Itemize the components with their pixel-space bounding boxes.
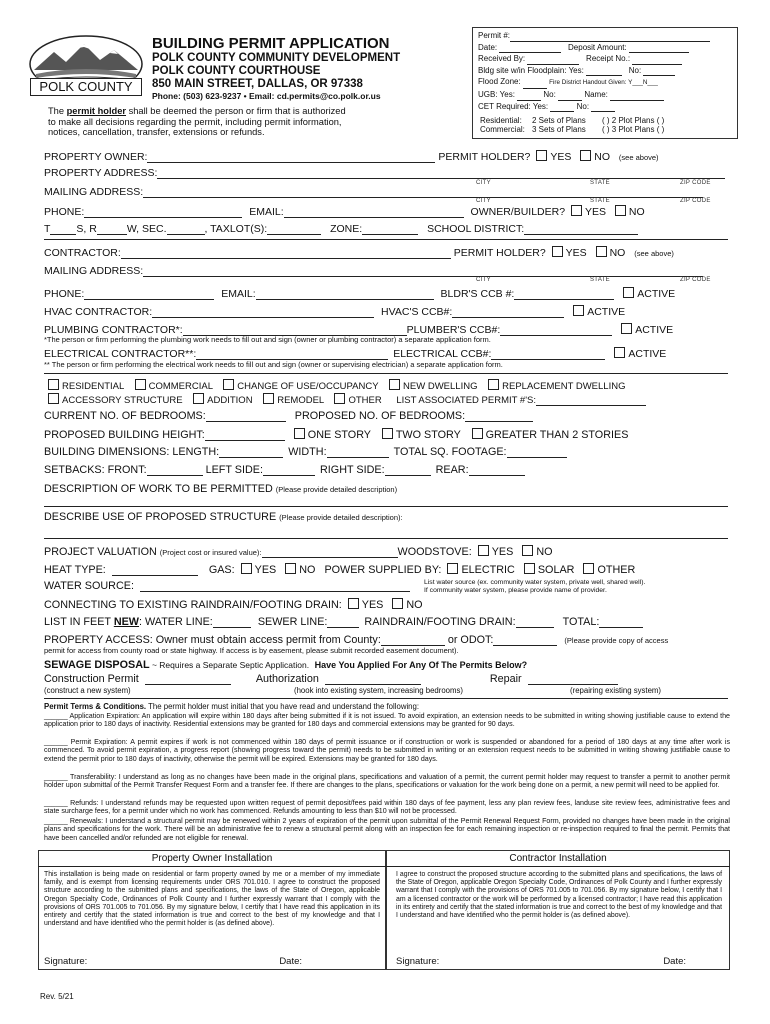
owner-phone-field[interactable] [84, 207, 242, 218]
valuation-row: PROJECT VALUATION (Project cost or insured value): WOODSTOVE: YES NO [44, 546, 553, 558]
contractor-mailing-field[interactable] [143, 266, 703, 277]
revision-label: Rev. 5/21 [40, 992, 74, 1001]
water-source-field[interactable] [140, 581, 410, 592]
owner-email-field[interactable] [284, 207, 464, 218]
permit-holder-intro: The permit holder shall be deemed the person or firm that is authorized to make all decisions regarding the permit, including permit information, notices, cancellation, transfer, extensions or refunds. [48, 106, 346, 137]
zone-field[interactable] [362, 224, 418, 235]
plumbing-note: *The person or firm performing the plumbing work needs to fill out and sign (owner or plumbing contractor) a separate application form. [44, 335, 491, 344]
office-address: 850 MAIN STREET, DALLAS, OR 97338 [152, 78, 363, 90]
ugb-yes-field[interactable] [517, 90, 541, 101]
plumbing-row: PLUMBING CONTRACTOR*: PLUMBER'S CCB#: ACTIVE [44, 324, 674, 336]
flood-zone-field[interactable] [523, 78, 547, 89]
legal-description-row: T S, R W, SEC. , TAXLOT(S): ZONE: SCHOOL DISTRICT: [44, 223, 638, 235]
setbacks-row: SETBACKS: FRONT: LEFT SIDE: RIGHT SIDE: REAR: [44, 464, 525, 476]
sewage-row: SEWAGE DISPOSAL ~ Requires a Separate Septic Application. Have You Applied For Any Of The Permits Below? [44, 659, 528, 671]
refunds-term: ______ Refunds: I understand refunds may be requested upon written request of permit deposit/fees paid within 180 days of fee payment, less any plan review fees, landuse site review fees, administrative fees and state surcharge fees, for a permit under which no work has commenced. Refunds amounting to less than $10 will not be processed. [44, 799, 730, 816]
setback-rear-field[interactable] [469, 465, 525, 476]
ugb-name-field[interactable] [610, 90, 664, 101]
bedrooms-row: CURRENT NO. OF BEDROOMS: PROPOSED NO. OF BEDROOMS: [44, 410, 533, 422]
describe-work-row: DESCRIPTION OF WORK TO BE PERMITTED (Please provide detailed description) [44, 483, 398, 495]
owner-signature-field[interactable] [87, 956, 237, 967]
solar-checkbox[interactable] [524, 563, 535, 574]
property-owner-row: PROPERTY OWNER: PERMIT HOLDER? YES NO (see above) [44, 151, 659, 163]
office-use-fields: Permit #: Date: Deposit Amount: Received By: Receipt No.: Bldg site w/in Floodplain: Yes: No: Flood Zone: Fire District Handout Given: Y___N___ UGB: Yes: No: Name: CET Required: Yes: No: [478, 30, 710, 112]
taxlot-field[interactable] [267, 224, 321, 235]
addition-checkbox[interactable] [193, 393, 204, 404]
date-field[interactable] [499, 42, 561, 53]
mailing-address-row: MAILING ADDRESS: [44, 186, 703, 198]
courthouse-name: POLK COUNTY COURTHOUSE [152, 65, 321, 77]
received-by-field[interactable] [527, 54, 579, 65]
transferability-term: ______ Transferability: I understand as long as no changes have been made in the original plans, specifications and valuation of a permit, the current permit holder may request to transfer a permit to another permit holder upon submittal of the Permit Transfer Request Form and a transfer fee. If there are changes to the plans, specifications or valuation for the work being done on a permit, a new permit will need to be applied for. [44, 773, 730, 790]
renewals-term: ______ Renewals: I understand a structural permit may be renewed within 2 years of expiration of the permit upon submittal of the Permit Renewal Request Form, provided no changes have been made in the original plans and specifications for the work. There will be an administrative fee to renew a structural permit along with an inspection fee for each remaining inspection or re-inspection required to final the permit. Permits that have been cancelled and/or refunded are not eligible for renewal. [44, 817, 730, 842]
owner-permit-holder-yes-checkbox[interactable] [536, 150, 547, 161]
county-logo [26, 34, 146, 96]
septic-hints-row: (construct a new system) (hook into existing system, increasing bedrooms) (repairing existing system) [44, 686, 661, 695]
contractor-installation-title: Contractor Installation [509, 853, 607, 864]
gas-yes-checkbox[interactable] [241, 563, 252, 574]
project-type-row-1: RESIDENTIAL COMMERCIAL CHANGE OF USE/OCCUPANCY NEW DWELLING REPLACEMENT DWELLING [48, 379, 625, 392]
school-district-field[interactable] [524, 224, 638, 235]
zip-label: ZIP CODE [680, 180, 711, 186]
state-label: STATE [590, 180, 610, 186]
property-address-field[interactable] [157, 168, 725, 179]
property-owner-field[interactable] [147, 152, 435, 163]
raindrain-no-checkbox[interactable] [392, 598, 403, 609]
raindrain-row: CONNECTING TO EXISTING RAINDRAIN/FOOTING DRAIN: YES NO [44, 599, 423, 611]
heat-type-field[interactable] [112, 565, 198, 576]
zip-label: ZIP CODE [680, 198, 711, 204]
total-feet-field[interactable] [599, 617, 643, 628]
owner-phone-row: PHONE: EMAIL: OWNER/BUILDER? YES NO [44, 206, 645, 218]
greater-than-two-stories-checkbox[interactable] [472, 428, 483, 439]
raindrain-line-field[interactable] [516, 617, 554, 628]
department-name: POLK COUNTY COMMUNITY DEVELOPMENT [152, 52, 401, 64]
describe-use-line[interactable] [44, 538, 728, 539]
electrical-ccb-field[interactable] [491, 349, 605, 360]
authorization-field[interactable] [325, 674, 421, 685]
cet-yes-field[interactable] [550, 101, 574, 112]
zip-label: ZIP CODE [680, 277, 711, 283]
setback-right-field[interactable] [385, 465, 431, 476]
receipt-field[interactable] [632, 54, 682, 65]
power-other-checkbox[interactable] [583, 563, 594, 574]
contractor-installation-text: I agree to construct the proposed structure according to the submitted plans and specifications, the laws of the State of Oregon, applicable Oregon Specialty Code, Ordinances of Polk County and I further expressly warrant that I comply with the provisions of ORS 701.005 to 701.056. By my signature below, I certify that I am a licensed contractor or the work will be performed by a licensed contractor; I have read this application in its entirety and certify that the stated information is true and correct to the best of my knowledge and that I understand and have identified who the permit holder is (as defined above). [396, 871, 722, 920]
electrical-row: ELECTRICAL CONTRACTOR**: ELECTRICAL CCB#: ACTIVE [44, 348, 667, 360]
electrical-contractor-field[interactable] [196, 349, 388, 360]
accessory-structure-checkbox[interactable] [48, 393, 59, 404]
range-field[interactable] [97, 224, 127, 235]
floodplain-yes-field[interactable] [586, 65, 622, 76]
form-title: BUILDING PERMIT APPLICATION [152, 35, 390, 52]
electrical-active-checkbox[interactable] [614, 347, 625, 358]
city-label: CITY [476, 277, 491, 283]
height-row: PROPOSED BUILDING HEIGHT: ONE STORY TWO STORY GREATER THAN 2 STORIES [44, 429, 629, 441]
woodstove-no-checkbox[interactable] [522, 545, 533, 556]
owner-installation-text: This installation is being made on residential or farm property owned by me or a member of my immediate family, and is exempt from licensing requirements under ORS 701.010. I agree to construct the proposed structure according to the submitted plans and specifications, the laws of the State of Oregon, applicable Oregon Specialty Code, Ordinances of Polk County and I further expressly warrant that I comply with the provisions of ORS 701.005 to 701.056. By my signature below, I certify that I have read this application in its entirety and certify that the stated information is true and correct to the best of my knowledge and that I understand and have identified who the permit holder is (as defined above). [44, 871, 380, 928]
water-source-row: WATER SOURCE: [44, 580, 410, 592]
hvac-row: HVAC CONTRACTOR: HVAC'S CCB#: ACTIVE [44, 306, 626, 318]
owner-permit-holder-no-checkbox[interactable] [580, 150, 591, 161]
contractor-row: CONTRACTOR: PERMIT HOLDER? YES NO (see above) [44, 247, 674, 259]
cet-no-field[interactable] [591, 101, 615, 112]
township-field[interactable] [50, 224, 76, 235]
permit-expiration-term: ______ Permit Expiration: A permit expires if work is not commenced within 180 days of permit issuance or if construction or work is suspended or abandoned for a period of 180 days at any time after work is commenced. To avoid permit expiration, a progress report (showing progress toward the permit) needs to be submitted in writing or an extension request needs to be submitted in writing showing justifiable cause to extend the permit prior to 180 days of inactivity, otherwise the permit will be expired. Extensions may be granted for 180 days. [44, 738, 730, 763]
section-field[interactable] [167, 224, 205, 235]
mailing-address-field[interactable] [143, 187, 703, 198]
commercial-checkbox[interactable] [135, 379, 146, 390]
plumber-ccb-field[interactable] [500, 325, 612, 336]
owner-date-field[interactable] [302, 956, 362, 967]
property-access-row: PROPERTY ACCESS: Owner must obtain access permit from County: or ODOT: (Please provide copy of access [44, 634, 669, 646]
contractor-phone-field[interactable] [84, 289, 214, 300]
gas-no-checkbox[interactable] [285, 563, 296, 574]
project-valuation-field[interactable] [262, 547, 398, 558]
hvac-active-checkbox[interactable] [573, 305, 584, 316]
odot-access-field[interactable] [493, 635, 557, 646]
section-divider [44, 698, 728, 699]
contractor-field[interactable] [121, 248, 451, 259]
associated-permits-field[interactable] [536, 395, 646, 406]
floodplain-no-field[interactable] [643, 65, 675, 76]
property-address-row: PROPERTY ADDRESS: [44, 167, 725, 179]
woodstove-yes-checkbox[interactable] [478, 545, 489, 556]
bldr-active-checkbox[interactable] [623, 287, 634, 298]
total-sqft-field[interactable] [507, 447, 567, 458]
replacement-dwelling-checkbox[interactable] [488, 379, 499, 390]
contractor-date-field[interactable] [686, 956, 726, 967]
office-contact: Phone: (503) 623-9237 • Email: cd.permits@co.polk.or.us [152, 91, 381, 101]
current-bedrooms-field[interactable] [206, 411, 286, 422]
contractor-phone-row: PHONE: EMAIL: BLDR'S CCB #: ACTIVE [44, 288, 676, 300]
project-type-row-2: ACCESSORY STRUCTURE ADDITION REMODEL OTHER LIST ASSOCIATED PERMIT #'S: [48, 393, 646, 406]
contractor-signature-field[interactable] [439, 956, 609, 967]
ugb-no-field[interactable] [558, 90, 582, 101]
section-divider [44, 239, 728, 240]
owner-builder-no-checkbox[interactable] [615, 205, 626, 216]
section-divider [44, 373, 728, 374]
water-source-hint: List water source (ex. community water system, private well, shared well). If community water system, please provide name of provider. [424, 579, 646, 594]
proposed-height-field[interactable] [205, 430, 285, 441]
sewer-line-field[interactable] [327, 617, 359, 628]
owner-installation-title: Property Owner Installation [151, 853, 273, 864]
contractor-signature-row: Signature: Date: [396, 956, 726, 967]
electric-checkbox[interactable] [447, 563, 458, 574]
setback-front-field[interactable] [147, 465, 203, 476]
construction-permit-field[interactable] [145, 674, 231, 685]
one-story-checkbox[interactable] [294, 428, 305, 439]
electrical-note: ** The person or firm performing the electrical work needs to fill out and sign (owner or supervising electrician) a separate application form. [44, 360, 503, 369]
length-field[interactable] [219, 447, 283, 458]
bldr-ccb-field[interactable] [514, 289, 614, 300]
contractor-permit-holder-yes-checkbox[interactable] [552, 246, 563, 257]
state-label: STATE [590, 277, 610, 283]
hvac-contractor-field[interactable] [152, 307, 374, 318]
other-checkbox[interactable] [334, 393, 345, 404]
owner-builder-yes-checkbox[interactable] [571, 205, 582, 216]
residential-checkbox[interactable] [48, 379, 59, 390]
terms-heading: Permit Terms & Conditions. The permit holder must initial that you have read and understand the following: [44, 702, 420, 711]
list-feet-row: LIST IN FEET NEW: WATER LINE: SEWER LINE: RAINDRAIN/FOOTING DRAIN: TOTAL: [44, 616, 643, 628]
repair-field[interactable] [528, 674, 618, 685]
width-field[interactable] [327, 447, 389, 458]
raindrain-yes-checkbox[interactable] [348, 598, 359, 609]
new-dwelling-checkbox[interactable] [389, 379, 400, 390]
county-access-field[interactable] [381, 635, 445, 646]
remodel-checkbox[interactable] [263, 393, 274, 404]
water-line-field[interactable] [213, 617, 251, 628]
proposed-bedrooms-field[interactable] [465, 411, 533, 422]
describe-work-line[interactable] [44, 506, 728, 507]
city-label: CITY [476, 198, 491, 204]
hvac-ccb-field[interactable] [452, 307, 564, 318]
contractor-email-field[interactable] [256, 289, 434, 300]
heat-type-row: HEAT TYPE: GAS: YES NO POWER SUPPLIED BY: ELECTRIC SOLAR OTHER [44, 564, 636, 576]
box-divider [38, 866, 730, 867]
contractor-mailing-row: MAILING ADDRESS: [44, 265, 703, 277]
dimensions-row: BUILDING DIMENSIONS: LENGTH: WIDTH: TOTAL SQ. FOOTAGE: [44, 446, 567, 458]
two-story-checkbox[interactable] [382, 428, 393, 439]
owner-signature-row: Signature: Date: [44, 956, 362, 967]
access-note: permit for access from county road or state highway. If access is by easement, please submit recorded easement document). [44, 646, 459, 655]
setback-left-field[interactable] [263, 465, 315, 476]
state-label: STATE [590, 198, 610, 204]
change-of-use-checkbox[interactable] [223, 379, 234, 390]
application-expiration-term: ______ Application Expiration: An application will expire within 180 days after being submitted if it is not issued. To avoid expiration, an extension needs to be submitted in writing showing justifiable cause to extend the application prior to 180 days of inactivity. Residential extensions may be granted for 180 days and commercial extensions may be granted for 90 days. [44, 712, 730, 729]
city-label: CITY [476, 180, 491, 186]
permit-number-field[interactable] [510, 31, 710, 42]
logo-text: POLK COUNTY [30, 78, 142, 96]
contractor-permit-holder-no-checkbox[interactable] [596, 246, 607, 257]
septic-permits-row: Construction Permit Authorization Repair [44, 673, 618, 685]
deposit-field[interactable] [629, 42, 689, 53]
describe-use-row: DESCRIBE USE OF PROPOSED STRUCTURE (Please provide detailed description): [44, 511, 403, 523]
plumber-active-checkbox[interactable] [621, 323, 632, 334]
plans-table: Residential: 2 Sets of Plans ( ) 2 Plot Plans ( ) Commercial: 3 Sets of Plans ( ) 3 Plot Plans ( ) [480, 116, 665, 135]
